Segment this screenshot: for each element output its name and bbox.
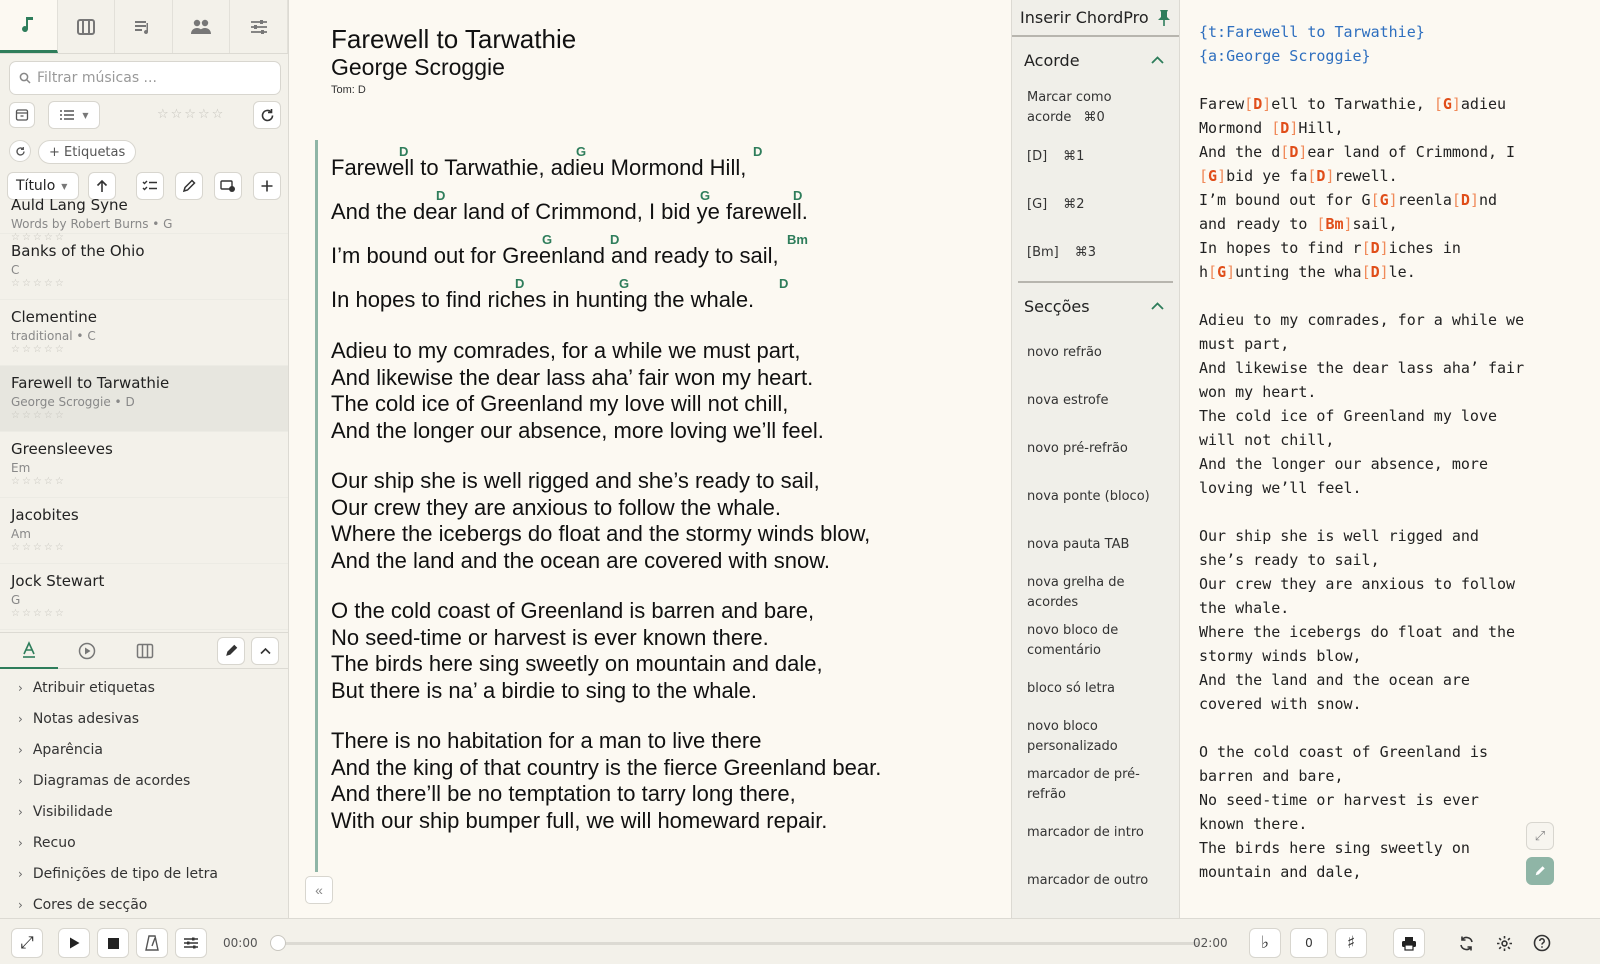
insert-item-text: nova pauta TAB bbox=[1027, 537, 1130, 552]
time-end: 02:00 bbox=[1193, 936, 1228, 950]
printer-icon bbox=[1401, 936, 1417, 951]
chord-label[interactable]: D bbox=[436, 188, 446, 203]
play-icon bbox=[69, 937, 80, 949]
time-start: 00:00 bbox=[223, 936, 258, 950]
rating-filter[interactable]: ☆☆☆☆☆ bbox=[157, 107, 226, 122]
source-line: must part, bbox=[1199, 335, 1290, 353]
insert-panel-header bbox=[1012, 0, 1179, 37]
insert-section-item[interactable] bbox=[1012, 713, 1179, 761]
flat-icon: ♭ bbox=[1260, 933, 1270, 953]
song-rating: ☆☆☆☆☆ bbox=[11, 608, 66, 619]
source-text: le. bbox=[1388, 263, 1416, 281]
accordion-item[interactable] bbox=[0, 672, 288, 703]
accordion-label: Aparência bbox=[32, 741, 103, 758]
song-title: Clementine bbox=[11, 308, 98, 326]
insert-section-item[interactable] bbox=[1012, 761, 1179, 809]
chord-label[interactable]: D bbox=[793, 188, 803, 203]
source-text: Hill, bbox=[1298, 119, 1344, 137]
source-line: No seed-time or harvest is ever bbox=[1199, 791, 1479, 809]
insert-item-text: nova ponte (bloco) bbox=[1027, 489, 1150, 504]
collapse-details-button[interactable] bbox=[251, 637, 279, 665]
accordion-label: Visibilidade bbox=[32, 803, 113, 820]
tab-text[interactable] bbox=[0, 633, 58, 669]
song-meta: Am bbox=[11, 527, 31, 541]
source-line: Our ship she is well rigged and bbox=[1199, 527, 1479, 545]
edit-mode-button[interactable] bbox=[1526, 857, 1554, 885]
chevron-right-icon: › bbox=[18, 897, 23, 912]
source-line: Farew[D]ell to Tarwathie, [G]adieu bbox=[1199, 95, 1507, 113]
source-text: iches in bbox=[1388, 239, 1461, 257]
tab-playback[interactable] bbox=[58, 633, 116, 669]
double-chevron-left-icon: « bbox=[315, 882, 323, 898]
pencil-icon bbox=[225, 644, 238, 657]
chevron-down-icon: ▼ bbox=[82, 110, 89, 120]
song-title: Jock Stewart bbox=[11, 572, 105, 590]
chord-lyric-line bbox=[331, 138, 1011, 182]
insert-item-text: [Bm] bbox=[1027, 245, 1059, 260]
music-note-icon bbox=[18, 15, 38, 35]
accordion-item[interactable] bbox=[0, 796, 288, 827]
fullscreen-icon: ⤢ bbox=[20, 933, 34, 953]
source-line: And likewise the dear lass aha’ fair bbox=[1199, 359, 1525, 377]
source-chord: G bbox=[1442, 95, 1452, 113]
refresh-icon bbox=[260, 108, 275, 123]
chord-label[interactable]: D bbox=[515, 276, 525, 291]
add-tags-button[interactable]: + Etiquetas bbox=[38, 140, 136, 164]
source-line: And the longer our absence, more bbox=[1199, 455, 1488, 473]
directive-line: {a:George Scroggie} bbox=[1199, 47, 1371, 65]
source-line: And the land and the ocean are bbox=[1199, 671, 1470, 689]
source-text: Mormond bbox=[1199, 119, 1272, 137]
source-line: she’s ready to sail, bbox=[1199, 551, 1380, 569]
verse-with-chords bbox=[331, 138, 1011, 314]
lyric-line: And there’ll be no temptation to tarry long there, bbox=[331, 781, 796, 806]
lyric-text: And the dear land of Crimmond, I bid ye farewell. bbox=[331, 199, 808, 224]
insert-item-text: [D] bbox=[1027, 149, 1048, 164]
source-line: Adieu to my comrades, for a while we bbox=[1199, 311, 1525, 329]
detail-accordion bbox=[0, 672, 288, 920]
lyric-line: Our ship she is well rigged and she’s ready to sail, bbox=[331, 468, 820, 493]
search-icon bbox=[19, 72, 31, 84]
lyric-line: The birds here sing sweetly on mountain and dale, bbox=[331, 651, 823, 676]
chordpro-source[interactable] bbox=[1199, 20, 1594, 884]
insert-item-shortcut: ⌘1 bbox=[1063, 149, 1085, 164]
chord-label[interactable]: D bbox=[399, 144, 409, 159]
insert-item-text: bloco só letra bbox=[1027, 681, 1115, 696]
edit-details-button[interactable] bbox=[217, 637, 245, 665]
song-meta: G bbox=[11, 593, 21, 607]
song-list-item[interactable] bbox=[0, 432, 288, 498]
chevron-up-icon bbox=[1151, 302, 1164, 310]
source-line: O the cold coast of Greenland is bbox=[1199, 743, 1488, 761]
accordion-item[interactable] bbox=[0, 858, 288, 889]
chord-label[interactable]: G bbox=[619, 276, 630, 291]
help-icon bbox=[1533, 934, 1551, 952]
source-text: rewell. bbox=[1334, 167, 1398, 185]
chevron-right-icon: › bbox=[18, 804, 23, 819]
chord-label[interactable]: D bbox=[610, 232, 620, 247]
pin-icon[interactable] bbox=[1157, 9, 1171, 27]
insert-mark-chord[interactable] bbox=[1012, 83, 1179, 133]
source-chord: D bbox=[1460, 191, 1470, 209]
source-line: mountain and dale, bbox=[1199, 863, 1362, 881]
chord-lyric-line bbox=[331, 226, 1011, 270]
help-button[interactable] bbox=[1526, 928, 1558, 958]
source-chord: G bbox=[1208, 167, 1218, 185]
chordpro-editor[interactable] bbox=[1180, 0, 1600, 918]
settings-tab[interactable] bbox=[230, 0, 288, 53]
insert-item-text: novo bloco de comentário bbox=[1027, 623, 1119, 658]
song-meta: traditional • C bbox=[11, 329, 96, 343]
sort-label: Título bbox=[16, 178, 56, 194]
lyric-line: And the land and the ocean are covered with snow. bbox=[331, 547, 831, 573]
song-title: Farewell to Tarwathie bbox=[331, 24, 577, 54]
source-text: Farew bbox=[1199, 95, 1245, 113]
text-format-icon bbox=[22, 642, 36, 658]
song-list-item[interactable] bbox=[0, 498, 288, 564]
source-line: stormy winds blow, bbox=[1199, 647, 1362, 665]
archive-button[interactable] bbox=[9, 102, 35, 128]
song-meta: Em bbox=[11, 461, 31, 475]
accordion-item[interactable] bbox=[0, 734, 288, 765]
insert-item-text: novo refrão bbox=[1027, 345, 1102, 360]
source-text: unting the wha bbox=[1235, 263, 1362, 281]
insert-section-item[interactable] bbox=[1012, 569, 1179, 617]
reset-tags-button[interactable] bbox=[9, 140, 31, 162]
source-line: Our crew they are anxious to follow bbox=[1199, 575, 1516, 593]
insert-item-text: nova estrofe bbox=[1027, 393, 1109, 408]
song-title: Farewell to Tarwathie bbox=[11, 374, 170, 392]
expand-editor-button[interactable] bbox=[1526, 822, 1554, 850]
lyric-line: And the longer our absence, more loving we’ll feel. bbox=[331, 417, 824, 443]
insert-item-text: marcador de pré-refrão bbox=[1027, 767, 1140, 802]
sections-title: Secções bbox=[1024, 296, 1090, 316]
source-line: the whale. bbox=[1199, 599, 1290, 617]
chord-label[interactable]: G bbox=[542, 232, 553, 247]
song-filter[interactable] bbox=[9, 61, 281, 95]
stop-button[interactable] bbox=[97, 928, 129, 958]
song-title: Auld Lang Syne bbox=[11, 196, 128, 214]
song-preview bbox=[289, 0, 1011, 918]
insert-item-text: Marcar como acorde bbox=[1027, 90, 1112, 125]
source-chord: D bbox=[1289, 143, 1299, 161]
accordion-label: Cores de secção bbox=[32, 896, 148, 913]
accordion-item[interactable] bbox=[0, 703, 288, 734]
song-list-item[interactable] bbox=[0, 234, 288, 300]
piano-icon bbox=[76, 17, 96, 37]
songs-tab[interactable] bbox=[0, 0, 58, 53]
accordion-item[interactable] bbox=[0, 827, 288, 858]
song-list bbox=[0, 196, 288, 632]
chord-section-title: Acorde bbox=[1024, 50, 1080, 70]
source-line: I’m bound out for G[G]reenla[D]nd bbox=[1199, 191, 1498, 209]
playlist-icon bbox=[133, 17, 153, 37]
insert-chord-g[interactable] bbox=[1012, 181, 1179, 229]
list-icon bbox=[59, 109, 75, 121]
chord-section-header[interactable] bbox=[1012, 37, 1179, 83]
source-chord: D bbox=[1280, 119, 1290, 137]
view-mode-dropdown[interactable] bbox=[48, 101, 100, 129]
instruments-tab[interactable] bbox=[58, 0, 116, 53]
stop-icon bbox=[108, 938, 119, 949]
lyric-line: And the king of that country is the fierce Greenland bear. bbox=[331, 754, 882, 780]
source-chord: G bbox=[1217, 263, 1227, 281]
insert-item-shortcut: ⌘2 bbox=[1063, 197, 1085, 212]
chevron-right-icon: › bbox=[18, 711, 23, 726]
insert-item-text: nova grelha de acordes bbox=[1027, 575, 1125, 610]
plain-source-block bbox=[1199, 284, 1594, 884]
chevron-right-icon: › bbox=[18, 773, 23, 788]
source-chord: Bm bbox=[1325, 215, 1344, 233]
source-line: barren and bare, bbox=[1199, 767, 1344, 785]
song-meta: C bbox=[11, 263, 20, 277]
chevron-up-icon bbox=[1151, 56, 1164, 64]
insert-chord-bm[interactable] bbox=[1012, 229, 1179, 277]
insert-section-item[interactable] bbox=[1012, 665, 1179, 713]
song-rating: ☆☆☆☆☆ bbox=[11, 344, 66, 355]
accordion-label: Notas adesivas bbox=[32, 710, 140, 727]
lyrics-body bbox=[331, 138, 1011, 834]
song-title: Banks of the Ohio bbox=[11, 242, 145, 260]
insert-section-item[interactable] bbox=[1012, 617, 1179, 665]
directive-line: {t:Farewell to Tarwathie} bbox=[1199, 23, 1425, 41]
song-detail-tabs bbox=[0, 632, 288, 669]
gear-icon bbox=[1496, 935, 1513, 952]
chord-label[interactable]: D bbox=[753, 144, 763, 159]
sidebar bbox=[0, 0, 289, 918]
lyric-line: With our ship bumper full, we will homeward repair. bbox=[331, 807, 828, 833]
source-text: and ready to bbox=[1199, 215, 1317, 233]
print-button[interactable] bbox=[1393, 928, 1425, 958]
lyric-line: There is no habitation for a man to live there bbox=[331, 728, 762, 753]
player-bar bbox=[0, 918, 1600, 964]
accordion-item[interactable] bbox=[0, 889, 288, 920]
chevron-right-icon: › bbox=[18, 680, 23, 695]
insert-item-label bbox=[1027, 88, 1122, 128]
song-rating: ☆☆☆☆☆ bbox=[11, 542, 66, 553]
lyric-text: I’m bound out for Greenland and ready to sail, bbox=[331, 243, 779, 268]
chord-lyric-line bbox=[331, 182, 1011, 226]
source-line: The cold ice of Greenland my love bbox=[1199, 407, 1498, 425]
people-tab[interactable] bbox=[173, 0, 231, 53]
source-line: Mormond [D]Hill, bbox=[1199, 119, 1344, 137]
chordpro-insert-panel bbox=[1011, 0, 1180, 918]
chevron-down-icon: ▼ bbox=[61, 181, 68, 191]
chevron-right-icon: › bbox=[18, 742, 23, 757]
progress-track[interactable] bbox=[282, 942, 1200, 945]
source-line: loving we’ll feel. bbox=[1199, 479, 1362, 497]
sync-icon bbox=[1458, 935, 1475, 952]
source-text: I’m bound out for G bbox=[1199, 191, 1371, 209]
chord-label[interactable]: G bbox=[576, 144, 587, 159]
play-circle-icon bbox=[78, 642, 96, 660]
sidebar-top-tabs bbox=[0, 0, 288, 54]
source-line: covered with snow. bbox=[1199, 695, 1362, 713]
lyric-line: O the cold coast of Greenland is barren and bare, bbox=[331, 598, 815, 623]
chord-lyric-line bbox=[331, 270, 1011, 314]
source-chord: D bbox=[1316, 167, 1326, 185]
chord-label[interactable]: G bbox=[700, 188, 711, 203]
accordion-label: Definições de tipo de letra bbox=[32, 865, 218, 882]
transpose-value: 0 bbox=[1290, 928, 1328, 958]
progress-knob[interactable] bbox=[270, 935, 286, 951]
source-text: And the d bbox=[1199, 143, 1281, 161]
insert-item-text: novo bloco personalizado bbox=[1027, 719, 1118, 754]
sections-header[interactable] bbox=[1012, 283, 1179, 329]
song-title: Greensleeves bbox=[11, 440, 113, 458]
pencil-icon bbox=[1534, 865, 1546, 877]
source-chord: D bbox=[1370, 239, 1380, 257]
source-line: won my heart. bbox=[1199, 383, 1317, 401]
source-text: ell to Tarwathie, bbox=[1271, 95, 1434, 113]
chord-label[interactable]: D bbox=[779, 276, 789, 291]
sliders-icon bbox=[183, 936, 199, 950]
song-rating: ☆☆☆☆☆ bbox=[11, 278, 66, 289]
settings-button[interactable] bbox=[1488, 928, 1520, 958]
source-line: will not chill, bbox=[1199, 431, 1335, 449]
song-filter-input[interactable] bbox=[37, 70, 267, 86]
insert-section-item[interactable] bbox=[1012, 425, 1179, 473]
lyric-text: In hopes to find riches in hunting the whale. bbox=[331, 287, 755, 312]
accordion-label: Diagramas de acordes bbox=[32, 772, 191, 789]
lyric-line: No seed-time or harvest is ever known there. bbox=[331, 624, 769, 650]
source-chord: D bbox=[1370, 263, 1380, 281]
source-text: bid ye fa bbox=[1226, 167, 1308, 185]
metronome-button[interactable] bbox=[136, 928, 168, 958]
source-line: [G]bid ye fa[D]rewell. bbox=[1199, 167, 1398, 185]
song-meta: Words by Robert Burns • G bbox=[11, 217, 173, 231]
lyric-line: Where the icebergs do float and the stormy winds blow, bbox=[331, 521, 871, 546]
song-list-item[interactable] bbox=[0, 188, 288, 243]
lyric-line: The cold ice of Greenland my love will not chill, bbox=[331, 391, 789, 416]
insert-section-item[interactable] bbox=[1012, 521, 1179, 569]
source-line: known there. bbox=[1199, 815, 1308, 833]
transpose-flat-button[interactable] bbox=[1249, 928, 1281, 958]
source-chord: D bbox=[1253, 95, 1263, 113]
collapse-editor-button[interactable] bbox=[305, 876, 333, 904]
song-artist: George Scroggie bbox=[331, 54, 505, 80]
accordion-label: Atribuir etiquetas bbox=[32, 679, 155, 696]
song-list-item[interactable] bbox=[0, 564, 288, 630]
insert-item-text: novo pré-refrão bbox=[1027, 441, 1128, 456]
song-title: Jacobites bbox=[11, 506, 79, 524]
song-meta: George Scroggie • D bbox=[11, 395, 135, 409]
piano-icon bbox=[136, 643, 154, 659]
expand-icon: ⤢ bbox=[1534, 828, 1546, 844]
lyric-text: Farewell to Tarwathie, adieu Mormond Hill, bbox=[331, 155, 747, 180]
lyric-line: Adieu to my comrades, for a while we must part, bbox=[331, 338, 801, 363]
chevron-right-icon: › bbox=[18, 866, 23, 881]
source-line: The birds here sing sweetly on bbox=[1199, 839, 1470, 857]
chord-source-block bbox=[1199, 92, 1594, 284]
source-line: h[G]unting the wha[D]le. bbox=[1199, 263, 1416, 281]
source-line: and ready to [Bm]sail, bbox=[1199, 215, 1398, 233]
source-text: adieu bbox=[1460, 95, 1507, 113]
insert-item-text: marcador de intro bbox=[1027, 825, 1144, 840]
insert-section-item[interactable] bbox=[1012, 857, 1179, 905]
fullscreen-button[interactable] bbox=[11, 928, 43, 958]
insert-item-shortcut: ⌘3 bbox=[1074, 245, 1097, 260]
insert-section-item[interactable] bbox=[1012, 809, 1179, 857]
sharp-icon: ♯ bbox=[1346, 933, 1356, 953]
song-list-item[interactable] bbox=[0, 300, 288, 366]
source-line: And the d[D]ear land of Crimmond, I bbox=[1199, 143, 1516, 161]
lyric-line: But there is na’ a birdie to sing to the whale. bbox=[331, 677, 757, 703]
insert-section-item[interactable] bbox=[1012, 473, 1179, 521]
archive-icon bbox=[15, 108, 29, 122]
song-rating: ☆☆☆☆☆ bbox=[11, 232, 66, 243]
sliders-icon bbox=[249, 17, 269, 37]
insert-item-text: marcador de outro bbox=[1027, 873, 1149, 888]
lyric-line: And likewise the dear lass aha’ fair won my heart. bbox=[331, 364, 814, 390]
source-text: ear land of Crimmond, I bbox=[1307, 143, 1516, 161]
song-list-item-selected[interactable] bbox=[0, 366, 288, 432]
transpose-sharp-button[interactable] bbox=[1335, 928, 1367, 958]
people-icon bbox=[190, 17, 212, 37]
song-key: Tom: D bbox=[331, 84, 366, 96]
source-chord: G bbox=[1379, 191, 1389, 209]
source-line: In hopes to find r[D]iches in bbox=[1199, 239, 1461, 257]
chevron-up-icon bbox=[260, 647, 271, 655]
chord-label[interactable]: Bm bbox=[787, 232, 808, 247]
plain-stanzas bbox=[331, 314, 1011, 834]
song-rating: ☆☆☆☆☆ bbox=[11, 476, 66, 487]
insert-item-shortcut: ⌘0 bbox=[1083, 110, 1105, 125]
source-text: h bbox=[1199, 263, 1209, 281]
reload-icon bbox=[15, 146, 26, 157]
source-text: nd bbox=[1478, 191, 1498, 209]
setlists-tab[interactable] bbox=[115, 0, 173, 53]
player-settings-button[interactable] bbox=[175, 928, 207, 958]
play-button[interactable] bbox=[58, 928, 90, 958]
source-text: In hopes to find r bbox=[1199, 239, 1362, 257]
insert-item-text: [G] bbox=[1027, 197, 1048, 212]
accordion-item[interactable] bbox=[0, 765, 288, 796]
song-rating: ☆☆☆☆☆ bbox=[11, 410, 66, 421]
source-text: sail, bbox=[1352, 215, 1398, 233]
insert-section-item[interactable] bbox=[1012, 329, 1179, 377]
refresh-button[interactable] bbox=[253, 101, 281, 129]
insert-section-item[interactable] bbox=[1012, 377, 1179, 425]
source-line: Where the icebergs do float and the bbox=[1199, 623, 1516, 641]
sync-button[interactable] bbox=[1450, 928, 1482, 958]
accordion-label: Recuo bbox=[32, 834, 76, 851]
source-text: reenla bbox=[1397, 191, 1452, 209]
section-indicator-bar bbox=[315, 140, 318, 872]
insert-chord-d[interactable] bbox=[1012, 133, 1179, 181]
chevron-right-icon: › bbox=[18, 835, 23, 850]
insert-panel-title: Inserir ChordPro bbox=[1020, 8, 1149, 27]
lyric-line: Our crew they are anxious to follow the whale. bbox=[331, 494, 782, 520]
tab-keyboard[interactable] bbox=[116, 633, 174, 669]
metronome-icon bbox=[145, 935, 159, 951]
